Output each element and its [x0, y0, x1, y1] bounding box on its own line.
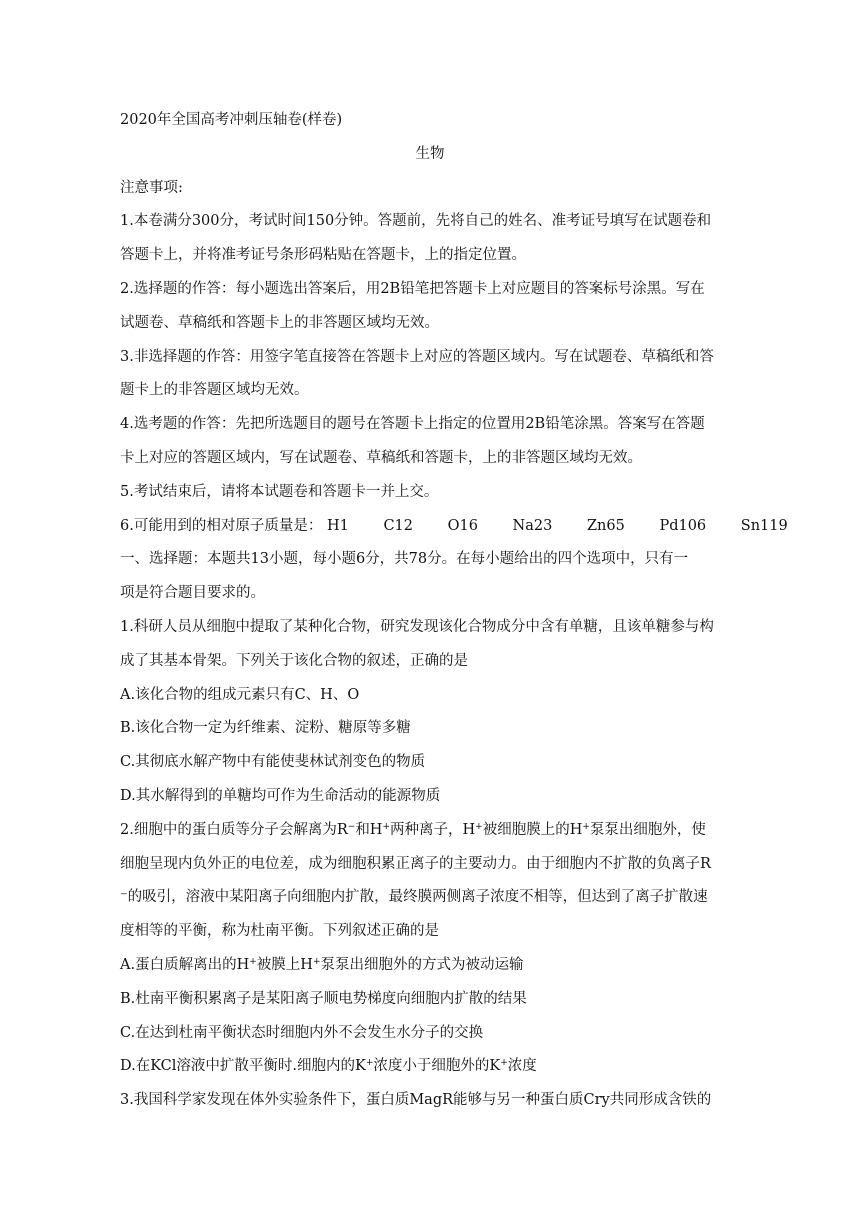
- subject-title: 生物: [415, 145, 445, 162]
- section-1-line-1: 一、选择题：本题共13小题，每小题6分，共78分。在每小题给出的四个选项中，只有一: [120, 551, 689, 568]
- atomic-mass-item: Zn65: [586, 517, 625, 534]
- page-content: [120, 104, 788, 1118]
- q2-option-a: A.蛋白质解离出的H+被膜上H+泵泵出细胞外的方式为被动运输: [120, 956, 524, 973]
- q2-option-b: B.杜南平衡积累离子是某阳离子顺电势梯度向细胞内扩散的结果: [120, 990, 527, 1007]
- q2-stem-line-1: 2.细胞中的蛋白质等分子会解离为R−和H+两种离子，H+被细胞膜上的H+泵泵出细胞外，使: [120, 821, 706, 838]
- q1-option-c: C.其彻底水解产物中有能使斐林试剂变色的物质: [120, 754, 426, 771]
- notice-2-line-1: 2.选择题的作答：每小题选出答案后，用2B铅笔把答题卡上对应题目的答案标号涂黑。写在: [120, 280, 705, 297]
- q3-stem-line-1: 3.我国科学家发现在体外实验条件下，蛋白质MagR能够与另一种蛋白质Cry共同形成含铁的: [120, 1092, 712, 1109]
- notice-1-line-2: 答题卡上，并将准考证号条形码粘贴在答题卡，上的指定位置。: [120, 247, 526, 264]
- atomic-mass-item: C12: [383, 517, 413, 534]
- section-1-line-2: 项是符合题目要求的。: [120, 585, 265, 602]
- q2-option-d: D.在KCl溶液中扩散平衡时.细胞内的K+浓度小于细胞外的K+浓度: [120, 1058, 537, 1075]
- q1-stem-line-2: 成了其基本骨架。下列关于该化合物的叙述，正确的是: [120, 652, 468, 669]
- q1-stem-line-1: 1.科研人员从细胞中提取了某种化合物，研究发现该化合物成分中含有单糖，且该单糖参与构: [120, 618, 714, 635]
- atomic-mass-item: O16: [447, 517, 478, 534]
- q1-option-d: D.其水解得到的单糖均可作为生命活动的能源物质: [120, 787, 441, 804]
- atomic-mass-item: Sn119: [740, 517, 788, 534]
- atomic-mass-item: Pd106: [659, 517, 707, 534]
- exam-header: 2020年全国高考冲刺压轴卷(样卷): [120, 112, 343, 128]
- notice-3-line-2: 题卡上的非答题区域均无效。: [120, 382, 309, 399]
- notice-2-line-2: 试题卷、草稿纸和答题卡上的非答题区域均无效。: [120, 314, 439, 331]
- q1-option-b: B.该化合物一定为纤维素、淀粉、糖原等多糖: [120, 720, 411, 737]
- notice-4-line-1: 4.选考题的作答：先把所选题目的题号在答题卡上指定的位置用2B铅笔涂黑。答案写在答题: [120, 416, 705, 433]
- atomic-mass-line: [120, 510, 788, 544]
- atomic-mass-item: Na23: [512, 517, 553, 534]
- q1-option-a: A.该化合物的组成元素只有C、H、O: [120, 686, 360, 703]
- notice-title: 注意事项:: [120, 179, 183, 196]
- q2-option-c: C.在达到杜南平衡状态时细胞内外不会发生水分子的交换: [120, 1024, 484, 1041]
- notice-3-line-1: 3.非选择题的作答：用签字笔直接答在答题卡上对应的答题区域内。写在试题卷、草稿纸和答: [120, 348, 714, 365]
- notice-1-line-1: 1.本卷满分300分，考试时间150分钟。答题前，先将自己的姓名、准考证号填写在试题卷和: [120, 213, 712, 230]
- atomic-mass-item: H1: [326, 517, 349, 534]
- q2-stem-line-2: 细胞呈现内负外正的电位差，成为细胞积累正离子的主要动力。由于细胞内不扩散的负离子R: [120, 855, 711, 872]
- q2-stem-line-3: ⁻的吸引，溶液中某阳离子向细胞内扩散，最终膜两侧离子浓度不相等，但达到了离子扩散速: [120, 889, 708, 906]
- atomic-mass-prefix: 6.可能用到的相对原子质量是：: [120, 517, 323, 534]
- notice-5: 5.考试结束后，请将本试题卷和答题卡一并上交。: [120, 483, 439, 500]
- q2-stem-line-4: 度相等的平衡，称为杜南平衡。下列叙述正确的是: [120, 923, 439, 940]
- notice-4-line-2: 卡上对应的答题区域内，写在试题卷、草稿纸和答题卡，上的非答题区域均无效。: [120, 449, 642, 466]
